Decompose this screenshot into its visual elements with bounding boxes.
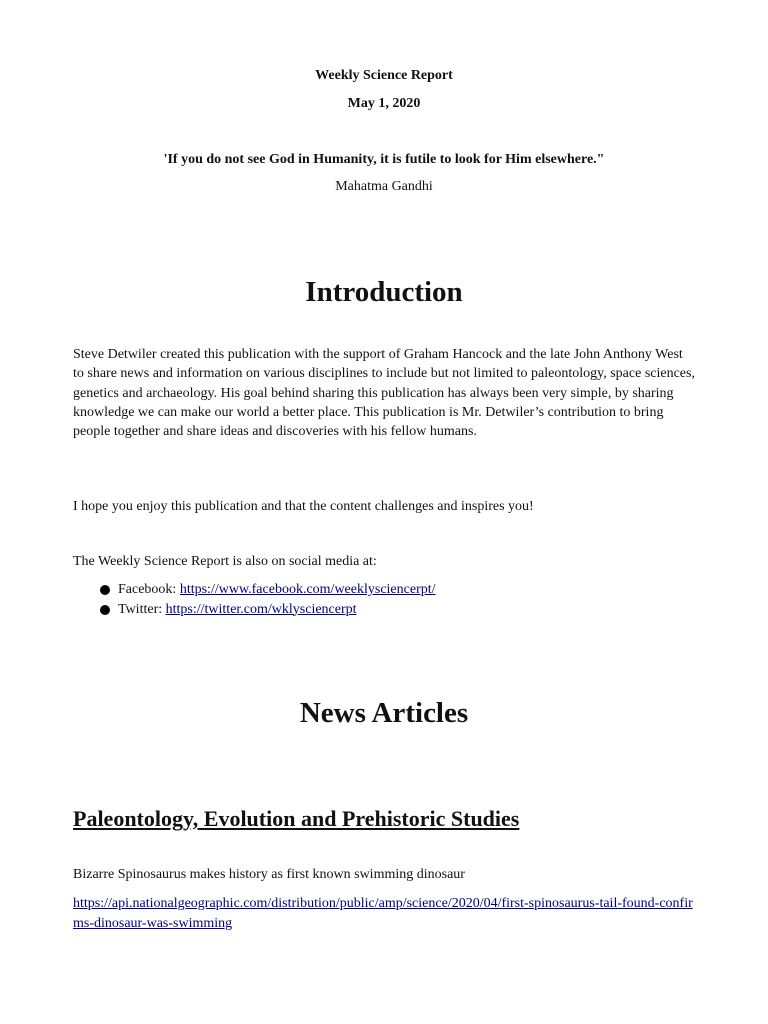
article-title: Bizarre Spinosaurus makes history as first known swimming dinosaur [73,867,465,882]
hope-paragraph: I hope you enjoy this publication and that the content challenges and inspires you! [73,499,534,514]
list-item [100,580,436,600]
twitter-link[interactable]: https://twitter.com/wklysciencerpt [165,601,357,617]
quote-author: Mahatma Gandhi [335,179,433,194]
news-articles-heading: News Articles [299,697,469,729]
report-title: Weekly Science Report [315,68,453,83]
section-heading: Paleontology, Evolution and Prehistoric Studies [73,806,520,831]
list-item [100,600,436,620]
report-date: May 1, 2020 [347,96,421,111]
bullet-icon [100,605,110,615]
quote-text: 'If you do not see God in Humanity, it is futile to look for Him elsewhere." [163,152,605,167]
introduction-heading: Introduction [305,276,463,308]
twitter-label: Twitter: [118,601,166,617]
social-media-intro: The Weekly Science Report is also on social media at: [73,554,377,569]
article-link[interactable]: https://api.nationalgeographic.com/distribution/public/amp/science/2020/04/first-spinosaurus-tail-found-confirms-dinosaur-was-swimming [73,896,693,931]
facebook-label: Facebook: [118,582,180,597]
bullet-icon [100,585,110,595]
introduction-paragraph: Steve Detwiler created this publication with the support of Graham Hancock and the late John Anthony West to share news and information on various disciplines to include but not limited to paleontology, space sciences, genetics and archaeology. His goal behind sharing this publication has always been very simple, by sharing knowledge we can make our world a better place. This publication is Mr. Detwiler’s contribution to bring people together and share ideas and discoveries with his fellow humans. [73,347,695,440]
social-media-list [100,580,436,619]
facebook-link[interactable]: https://www.facebook.com/weeklysciencerpt/ [179,582,436,597]
